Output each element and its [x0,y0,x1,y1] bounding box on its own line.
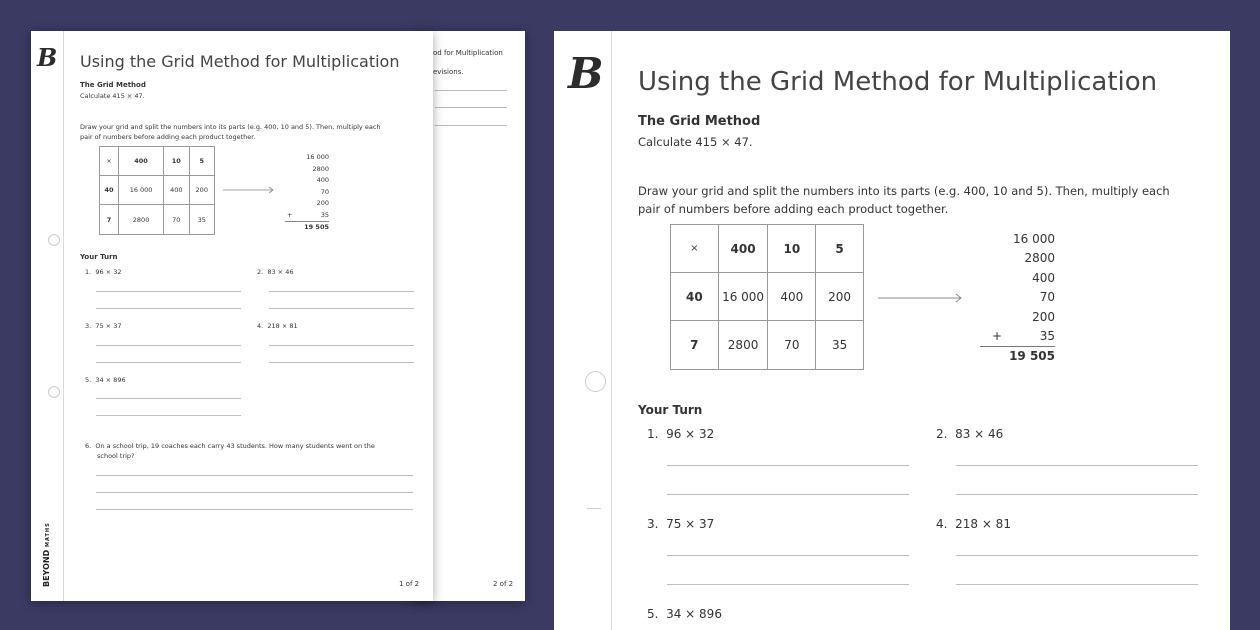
question-3 [85,322,121,330]
question-6 [85,442,375,450]
addend: 70 [1039,290,1055,305]
beyond-logo-icon: B [37,43,58,72]
page-number: 1 of 2 [399,580,420,588]
answer-line [96,291,241,292]
section-heading: The Grid Method [80,81,146,89]
question-text: 75 × 37 [666,517,715,531]
question-5 [85,376,126,384]
brand-beyond: BEYOND [42,549,51,587]
addend: 2800 [312,164,329,173]
grid-header-cell: 5 [189,147,214,176]
addend: 400 [316,176,329,184]
question-number: 6. [85,442,92,450]
punch-hole [48,234,60,246]
page-title: Using the Grid Method for Multiplication [638,67,1158,97]
calculate-text: Calculate 415 × 47. [80,92,145,100]
question-6-continued: school trip? [97,452,135,460]
addend: 16 000 [1013,232,1055,246]
question-number: 1. [85,268,92,276]
grid-header-cell: 10 [164,147,189,176]
instructions-line-2: pair of numbers before adding each product together. [638,202,949,216]
grid-cell: 16 000 [119,176,164,205]
answer-line [667,555,909,556]
beyond-logo-icon: B [568,49,604,98]
question-number: 1. [647,427,659,441]
addend: 35 [320,210,329,219]
grid-cell: × [100,147,119,176]
answer-line [956,465,1198,466]
grid-method-table [99,146,215,235]
question-number: 4. [257,322,264,330]
sum-column [279,152,329,234]
page-number: 2 of 2 [493,580,514,588]
answer-line [96,475,413,476]
addend: 200 [316,199,329,207]
beyond-maths-brand [42,522,51,587]
answer-line [269,291,414,292]
answer-line [269,362,414,363]
grid-cell: 35 [189,205,214,235]
question-3 [647,517,714,531]
page2-text-fragment: evisions. [433,68,464,76]
page2-title-fragment: od for Multiplication [433,49,503,57]
addend: 35 [1039,329,1055,344]
answer-line [269,345,414,346]
answer-line [667,584,909,585]
answer-line [96,398,241,399]
instructions-line-2: pair of numbers before adding each product together. [80,133,256,141]
answer-line [96,492,413,493]
addend: 400 [1032,270,1055,285]
punch-hole [48,386,60,398]
grid-cell: 400 [164,176,189,205]
question-text: 83 × 46 [267,268,294,276]
punch-hole [585,371,606,392]
grid-cell: 2800 [718,321,768,370]
answer-line [96,345,241,346]
grid-header-cell: 5 [816,225,864,273]
sum-total: 19 505 [285,221,329,234]
answer-line [956,555,1198,556]
your-turn-heading: Your Turn [638,403,703,417]
question-number: 3. [647,517,659,531]
grid-row-header: 40 [671,273,719,321]
margin-line [611,31,612,630]
answer-line [96,415,241,416]
grid-method-table [670,224,864,370]
question-text: 34 × 896 [95,376,126,384]
answer-line [96,308,241,309]
margin-tick [587,508,601,509]
addend: 200 [1032,309,1055,324]
question-text: 34 × 896 [666,607,722,621]
answer-line [435,90,507,91]
answer-line [435,107,507,108]
grid-row-header: 7 [100,205,119,235]
addend: 2800 [1024,251,1055,266]
grid-cell: 200 [816,273,864,321]
worksheet-page-1-preview [31,31,433,601]
grid-cell: × [671,225,719,273]
arrow-right-icon [223,186,275,194]
grid-cell: 2800 [119,205,164,235]
question-text: On a school trip, 19 coaches each carry 43 students. How many students went on the [95,442,375,450]
plus-sign: + [992,329,1003,344]
question-number: 5. [647,607,659,621]
grid-cell: 16 000 [718,273,768,321]
instructions-line-1: Draw your grid and split the numbers into its parts (e.g. 400, 10 and 5). Then, multiply each [80,123,381,131]
answer-line [269,308,414,309]
question-number: 3. [85,322,92,330]
grid-header-cell: 400 [718,225,768,273]
grid-header-cell: 10 [768,225,816,273]
grid-cell: 35 [816,321,864,370]
grid-header-cell: 400 [119,147,164,176]
answer-line [956,584,1198,585]
answer-line [667,465,909,466]
question-text: 96 × 32 [95,268,122,276]
question-4 [257,322,298,330]
calculate-text: Calculate 415 × 47. [638,135,753,149]
addend: 70 [320,187,329,196]
sum-column [980,230,1055,367]
answer-line [435,125,507,126]
brand-maths: MATHS [45,522,51,547]
question-number: 2. [936,427,948,441]
addend: 16 000 [306,153,329,161]
answer-line [956,494,1198,495]
sum-total: 19 505 [980,346,1055,366]
question-1 [647,427,714,441]
grid-row-header: 7 [671,321,719,370]
question-number: 4. [936,517,948,531]
page-title: Using the Grid Method for Multiplication [80,52,400,71]
section-heading: The Grid Method [638,114,761,129]
grid-cell: 400 [768,273,816,321]
answer-line [96,509,413,510]
question-text: 218 × 81 [955,517,1011,531]
plus-sign: + [287,210,293,219]
worksheet-page-1-zoomed [554,31,1230,630]
question-1 [85,268,121,276]
grid-cell: 200 [189,176,214,205]
grid-row-header: 40 [100,176,119,205]
grid-cell: 70 [768,321,816,370]
question-text: 218 × 81 [267,322,298,330]
question-text: 75 × 37 [95,322,122,330]
question-number: 2. [257,268,264,276]
question-4 [936,517,1011,531]
margin-line [63,31,64,601]
answer-line [667,494,909,495]
question-text: 96 × 32 [666,427,715,441]
question-5 [647,607,722,621]
your-turn-heading: Your Turn [80,253,118,261]
instructions-line-1: Draw your grid and split the numbers into its parts (e.g. 400, 10 and 5). Then, multiply each [638,184,1170,198]
arrow-right-icon [878,292,964,304]
question-2 [257,268,293,276]
answer-line [96,362,241,363]
question-2 [936,427,1003,441]
question-text: 83 × 46 [955,427,1004,441]
question-number: 5. [85,376,92,384]
grid-cell: 70 [164,205,189,235]
